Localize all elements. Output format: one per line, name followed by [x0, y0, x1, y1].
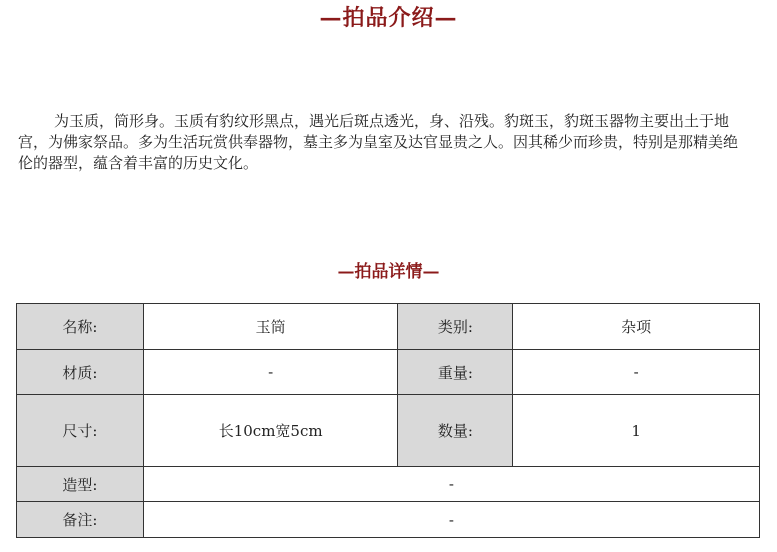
details-row-name [17, 304, 760, 350]
quantity-label: 数量: [398, 395, 513, 467]
size-label: 尺寸: [17, 395, 144, 467]
material-value: - [143, 350, 398, 395]
item-introduction: 为玉质，筒形身。玉质有豹纹形黑点，遇光后斑点透光，身、沿残。豹斑玉，豹斑玉器物主要出土于地宫，为佛家祭品。多为生活玩赏供奉器物，墓主多为皇室及达官显贵之人。因其稀少而珍贵，特别是那精美绝伦的器型，蕴含着丰富的历史文化。 [18, 112, 739, 172]
details-row-shape [17, 467, 760, 502]
page-title: —拍品介绍— [319, 5, 458, 31]
name-label: 名称: [17, 304, 144, 350]
weight-label: 重量: [398, 350, 513, 395]
item-details-table [16, 303, 760, 538]
category-label: 类别: [398, 304, 513, 350]
details-row-size [17, 395, 760, 467]
size-value: 长10cm宽5cm [143, 395, 398, 467]
category-value: 杂项 [513, 304, 760, 350]
weight-value: - [513, 350, 760, 395]
details-row-remarks [17, 502, 760, 538]
shape-label: 造型: [17, 467, 144, 502]
shape-value: - [143, 467, 759, 502]
remarks-label: 备注: [17, 502, 144, 538]
quantity-value: 1 [513, 395, 760, 467]
details-section-title: —拍品详情— [337, 262, 440, 282]
details-row-material [17, 350, 760, 395]
material-label: 材质: [17, 350, 144, 395]
name-value: 玉筒 [143, 304, 398, 350]
remarks-value: - [143, 502, 759, 538]
